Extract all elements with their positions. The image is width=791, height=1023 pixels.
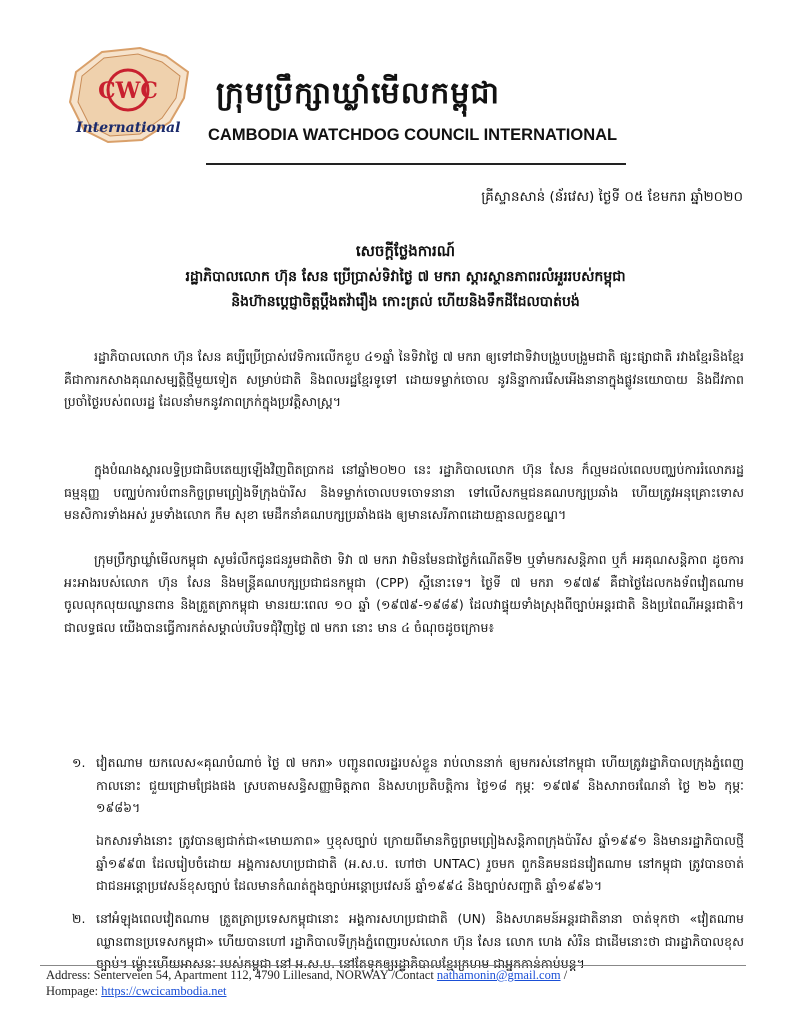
email-suffix: / <box>563 968 568 982</box>
footer-divider <box>40 965 746 966</box>
logo-text: CWC <box>98 78 158 104</box>
title-line-2: រដ្ឋាភិបាលលោក ហ៊ុន សែន ប្រើប្រាស់ទិវាថ្ងៃ ៧ មករា ស្តារស្ថានភាពរលំអួររបស់កម្ពុជា <box>185 269 626 285</box>
logo-subtext: International <box>76 120 181 136</box>
list-item-number: ១. <box>72 755 86 770</box>
title-statement: សេចក្តីថ្លែងការណ៍ <box>355 242 456 260</box>
dateline: គ្រីស្ទានសាន់ (ន័រវេស) ថ្ងៃទី ០៥ ខែមករា ឆ្នាំ២០២០ <box>481 189 743 205</box>
homepage-label: Hompage: <box>46 984 99 998</box>
homepage-link[interactable]: https://cwcicambodia.net <box>101 984 227 998</box>
list-item-1 <box>72 752 744 820</box>
org-name-english: CAMBODIA WATCHDOG COUNCIL INTERNATIONAL <box>208 126 618 144</box>
email-link[interactable]: nathamonin@gmail.com <box>436 968 561 982</box>
footer-address <box>46 968 567 983</box>
paragraph-3: ក្រុមប្រឹក្សាឃ្លាំមើលកម្ពុជា សូមរំលឹកជូនជនរួមជាតិថា ទិវា ៧ មករា វាមិនមែនជាថ្ងៃកំណើតទី២ ឬទាំមករសន្តិភាព ឬក៏ អរគុណសន្តិភាព ដូចការអះអាងរបស់លោក ហ៊ុន សែន និងមន្ត្រីគណបក្សប្រជាជនកម្ពុជា (CPP) ស្អីនោះទេ។ ថ្ងៃទី ៧ មករា ១៩៧៩ គឺជាថ្ងៃដែលកងទ័ពវៀតណាម ចូលលុកលុយឈ្លានពាន និងត្រួតត្រាកម្ពុជា មានរយៈពេល ១០ ឆ្នាំ (១៩៧៩-១៩៨៩) ដែលវាផ្ទុយទាំងស្រុងពីច្បាប់អន្តរជាតិ និងប្រពៃណីអន្តរជាតិ។ ជាលទ្ធផល យើងបានធ្វើការកត់សម្គាល់បរិបទជុំវិញថ្ងៃ ៧ មករា នោះ មាន ៤ ចំណុចដូចក្រោម៖ <box>64 552 744 635</box>
paragraph-1: រដ្ឋាភិបាលលោក ហ៊ុន សែន គប្បីប្រើប្រាស់វេទិការលើកខួប ៤១ឆ្នាំ នៃទិវាថ្ងៃ ៧ មករា ឲ្យទៅជាទិវាបង្រួបបង្រួមជាតិ ផ្សះផ្សាជាតិ រវាងខ្មែរនិងខ្មែរ គឺជាការកសាងគុណសម្បត្តិថ្មីមួយទៀត សម្រាប់ជាតិ និងពលរដ្ឋខ្មែរទូទៅ ដោយទម្លាក់ចោល នូវនិន្នាការរើសអើងនានាក្នុងផ្លូវនយោបាយ និងជីវភាពប្រចាំថ្ងៃរបស់ពលរដ្ឋ ដែលនាំមកនូវភាពក្រក់ក្នុងប្រវត្តិសាស្ត្រ។ <box>64 349 744 409</box>
footer-homepage <box>46 984 227 999</box>
list-item-number: ២. <box>72 911 86 926</box>
list-item-text: វៀតណាម យកលេស«គុណបំណាច់ ថ្ងៃ ៧ មករា» បញ្ជូនពលរដ្ឋរបស់ខ្លួន រាប់លាននាក់ ឲ្យមករស់នៅកម្ពុជា ហើយត្រូវរដ្ឋាភិបាលក្រុងភ្នំពេញកាលនោះ ជួយជ្រោមជ្រែងផង ស្របតាមសន្ធិសញ្ញាមិត្តភាព និងសហប្រតិបត្តិការ ថ្ងៃ១៨ កុម្ភៈ ១៩៧៩ និងសារាចរណែនាំ ថ្ងៃ ២៦ កុម្ភៈ ១៩៨៦។ <box>96 755 744 815</box>
paragraph-2: ក្នុងបំណងស្តារលទ្ធិប្រជាធិបតេយ្យឡើងវិញពិតប្រាកដ នៅឆ្នាំ២០២០ នេះ រដ្ឋាភិបាលលោក ហ៊ុន សែន ក៏ល្មមដល់ពេលបញ្ឈប់ការរំលោភរដ្ឋធម្មនុញ្ញ បញ្ឈប់ការបំពានកិច្ចព្រមព្រៀងទីក្រុងប៉ារីស និងទម្លាក់ចោលបទចោទនានា ទៅលើសកម្មជនគណបក្សប្រឆាំង ហើយត្រូវអនុគ្រោះទោសមនសិការទាំងអស់ រួមទាំងលោក កឹម សុខា មេដឹកនាំគណបក្សប្រឆាំងផង ឲ្យមានសេរីភាពដោយគ្មានលក្ខខណ្ឌ។ <box>64 462 744 522</box>
header-divider <box>206 163 626 165</box>
address-label: Address: Senterveien 54, Apartment 112, 4790 Lillesand, NORWAY /Contact <box>46 968 434 982</box>
org-name-khmer: ក្រុមប្រឹក្សាឃ្លាំមើលកម្ពុជា <box>216 76 500 111</box>
list-item-text: ឯកសារទាំងនោះ ត្រូវបានឲ្យជាក់ជា«មោឃភាព» ឬខុសច្បាប់ ក្រោយពីមានកិច្ចព្រមព្រៀងសន្តិភាពក្រុងប៉ារីស ឆ្នាំ១៩៩១ និងមានរដ្ឋាភិបាលថ្មី ឆ្នាំ១៩៩៣ ដែលរៀបចំដោយ អង្គការសហប្រជាជាតិ (អ.ស.ប. ហៅថា UNTAC) រួចមក ពួកនិគមនជនវៀតណាម នៅកម្ពុជា ត្រូវបានចាត់ជាជនអន្តោប្រវេសន៍ខុសច្បាប់ ដែលមានកំណត់ក្នុងច្បាប់អន្តោប្រវេសន៍ ឆ្នាំ១៩៩៤ និងច្បាប់សញ្ជាតិ ឆ្នាំ១៩៩៦។ <box>96 833 744 893</box>
list-item-1-continued <box>72 830 744 898</box>
list-item-text: នៅអំឡុងពេលវៀតណាម ត្រួតត្រាប្រទេសកម្ពុជានោះ អង្គការសហប្រជាជាតិ (UN) និងសហគមន៍អន្តរជាតិនានា ចាត់ទុកថា «វៀតណាមឈ្លានពានប្រទេសកម្ពុជា» ហើយបានហៅ រដ្ឋាភិបាលទីក្រុងភ្នំពេញរបស់លោក ហ៊ុន សែន លោក ហេង សំរិន ជាដើមនោះថា ជារដ្ឋាភិបាលខុសច្បាប់។ ម្ល៉ោះហើយអាសនៈ របស់កម្ពុជា នៅ អ.ស.ប. នៅតែទុកឲ្យរដ្ឋាភិបាលខ្មែរក្រហម ជាអ្នកកាន់កាប់បន្ត។ <box>96 911 744 971</box>
title-line-3: និងហ៊ានប្តេជ្ញាចិត្តប្តឹងតវ៉ារឿង កោះត្រល់ ហើយនិងទឹកដីដែលបាត់បង់ <box>231 294 580 310</box>
cwc-logo <box>62 42 194 148</box>
